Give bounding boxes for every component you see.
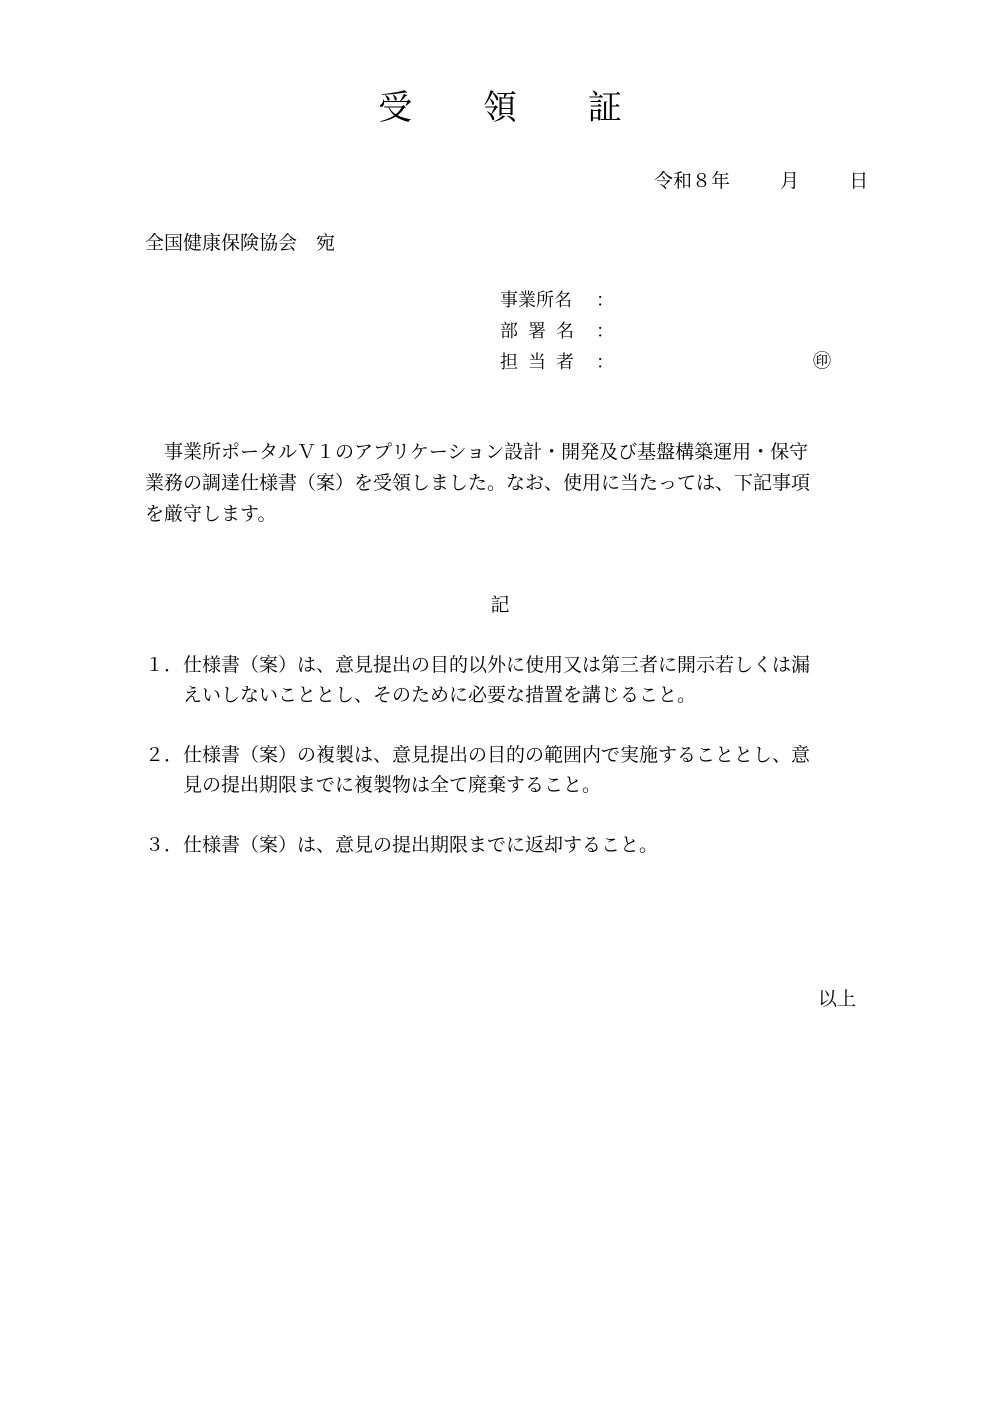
list-item (145, 650, 860, 710)
item-line: 仕様書（案）は、意見提出の目的以外に使用又は第三者に開示若しくは漏 (183, 654, 811, 676)
item-number: ３． (145, 834, 184, 856)
title-char-1: 受 (378, 88, 413, 128)
item-text (183, 830, 860, 860)
title-char-3: 証 (587, 88, 622, 128)
field-colon: ： (596, 352, 614, 373)
field-colon: ： (596, 321, 614, 342)
body-paragraph (145, 437, 860, 530)
recipient: 全国健康保険協会 宛 (145, 232, 336, 254)
title-char-2: 領 (483, 88, 517, 128)
date-day: 日 (849, 170, 869, 192)
closing-mark: 以上 (818, 988, 857, 1010)
page-title (0, 80, 1000, 129)
item-number: ２． (145, 744, 184, 766)
item-line: 仕様書（案）の複製は、意見提出の目的の範囲内で実施することとし、意 (183, 744, 811, 766)
item-text (183, 740, 860, 800)
body-line: 事業所ポータルＶ１のアプリケーション設計・開発及び基盤構築運用・保守 (145, 441, 809, 463)
item-line: えいしないこととし、そのために必要な措置を講じること。 (183, 684, 697, 706)
item-line: 仕様書（案）は、意見の提出期限までに返却すること。 (183, 834, 659, 856)
field-colon: ： (596, 290, 614, 311)
field-label-person: 担当者 (500, 352, 584, 373)
ki-heading: 記 (490, 594, 510, 616)
field-label-department: 部署名 (500, 321, 584, 342)
field-label-office: 事業所名 (500, 290, 572, 311)
item-line: 見の提出期限までに複製物は全て廃棄すること。 (183, 774, 602, 796)
date-line (654, 166, 868, 193)
date-month: 月 (780, 170, 800, 192)
date-era-year: 令和８年 (654, 170, 731, 192)
item-number: １． (145, 654, 184, 676)
body-line: を厳守します。 (145, 503, 277, 525)
conditions-list (145, 650, 860, 890)
list-item (145, 830, 860, 860)
body-line: 業務の調達仕様書（案）を受領しました。なお、使用に当たっては、下記事項 (145, 472, 811, 494)
list-item (145, 740, 860, 800)
item-text (183, 650, 860, 710)
seal-mark: ㊞ (813, 351, 831, 372)
